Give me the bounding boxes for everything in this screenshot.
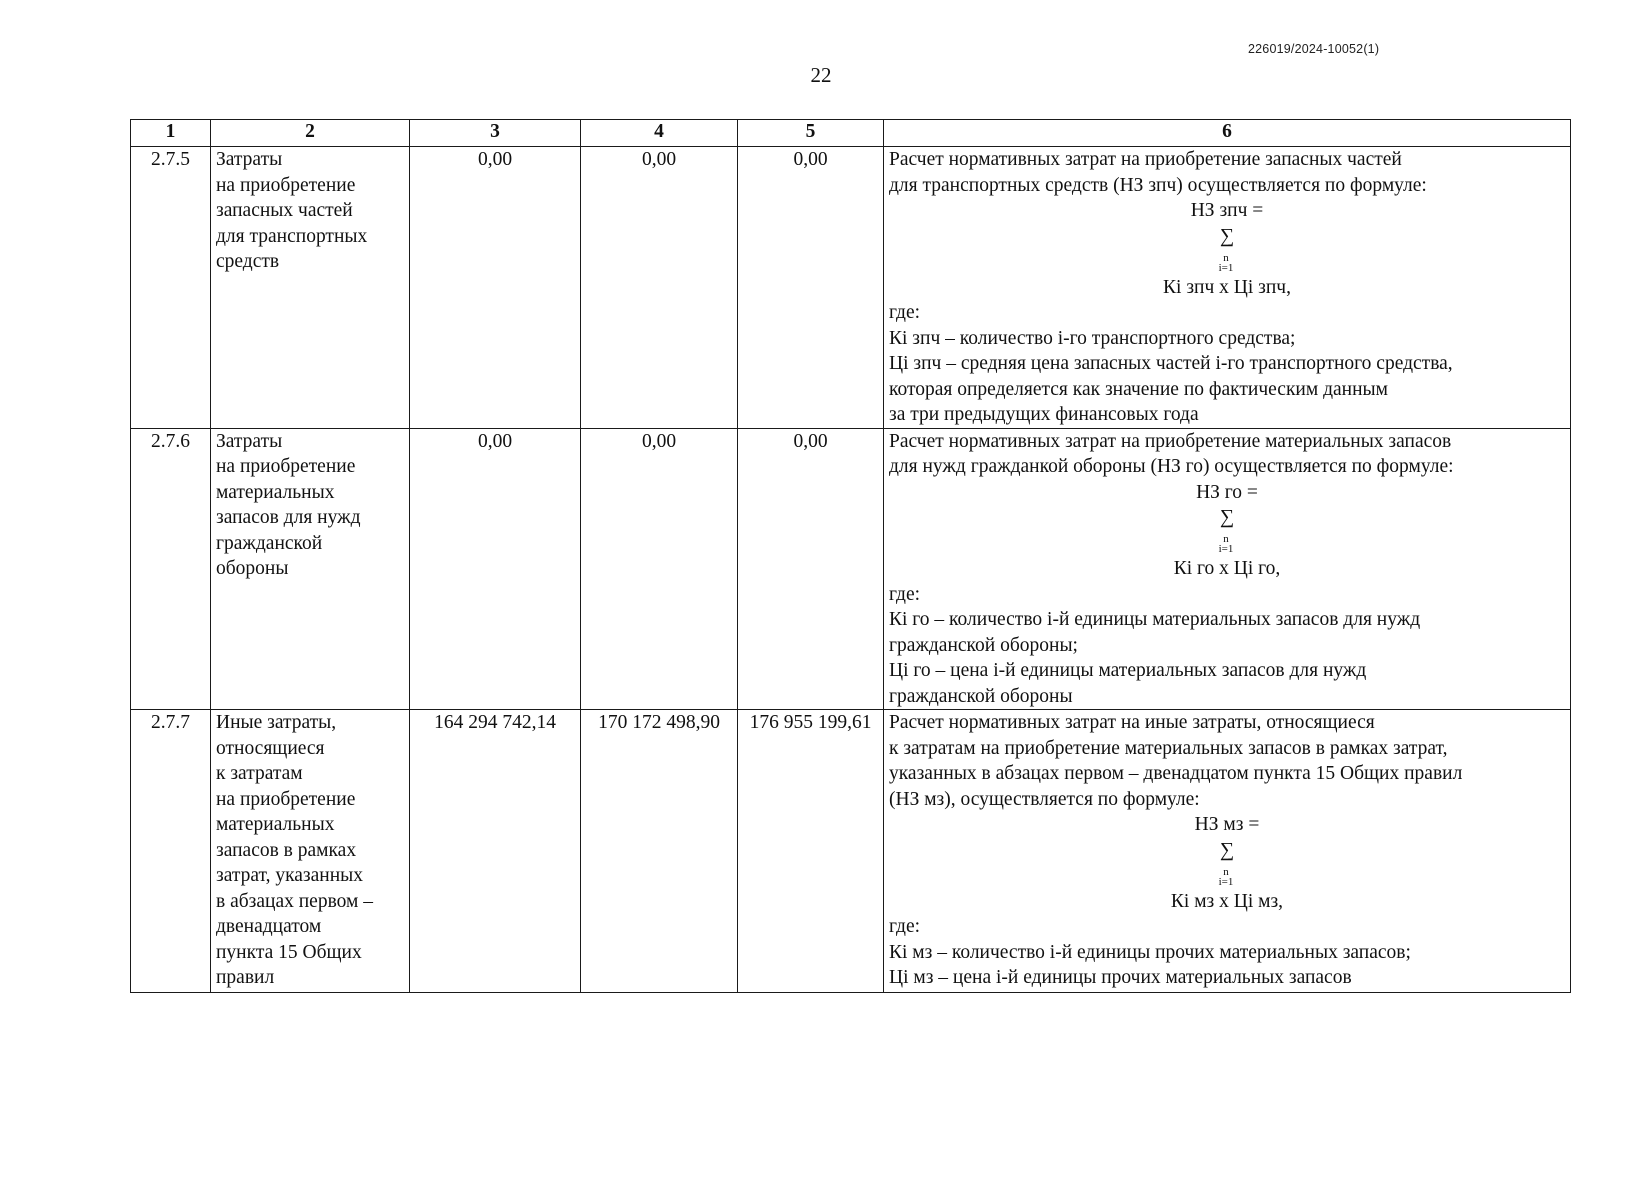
calculation-description	[884, 428, 1571, 710]
row-code: 2.7.7	[131, 710, 211, 993]
description-line: указанных в абзацах первом – двенадцатом пункта 15 Общих правил	[889, 763, 1463, 784]
cost-name-line: гражданской	[216, 532, 323, 554]
description-line: для нужд гражданкой обороны (НЗ го) осуществляется по формуле:	[889, 456, 1454, 477]
cost-name-line: относящиеся	[216, 737, 325, 759]
cost-name-line: запасов в рамках	[216, 839, 357, 861]
description-line: к затратам на приобретение материальных запасов в рамках затрат,	[889, 737, 1448, 759]
sum-limits	[1219, 534, 1234, 554]
description-line: гражданской обороны;	[889, 634, 1078, 656]
cost-name-line: на приобретение	[216, 456, 356, 477]
sum-limits	[1219, 253, 1234, 273]
sum-symbol: ∑	[1219, 224, 1235, 247]
formula	[889, 198, 1565, 300]
cost-name-line: на приобретение	[216, 174, 356, 196]
cost-name-line: обороны	[216, 558, 289, 579]
cost-name-line: запасов для нужд	[216, 507, 361, 528]
row-code: 2.7.6	[131, 428, 211, 710]
cost-name	[211, 147, 410, 429]
formula-right: Кi зпч х Цi зпч,	[1163, 276, 1291, 298]
sum-upper-limit: n	[1223, 865, 1229, 878]
cost-name-line: материальных	[216, 481, 335, 503]
column-header: 2	[211, 120, 410, 147]
column-header: 3	[410, 120, 581, 147]
description-line: для транспортных средств (НЗ зпч) осуществляется по формуле:	[889, 174, 1427, 196]
column-header: 5	[738, 120, 884, 147]
table-row	[131, 147, 1571, 429]
cost-name-line: пункта 15 Общих	[216, 941, 362, 963]
sum-upper-limit: n	[1223, 251, 1229, 264]
sum-symbol: ∑	[1219, 506, 1235, 528]
cost-name	[211, 710, 410, 993]
description-line: гражданской обороны	[889, 685, 1073, 707]
cost-name-line: запасных частей	[216, 200, 353, 221]
value-col4: 0,00	[581, 428, 738, 710]
cost-table	[130, 119, 1571, 993]
formula-right: Кi го х Цi го,	[1173, 558, 1281, 579]
formula	[889, 812, 1565, 914]
header-row	[131, 120, 1571, 147]
table-row	[131, 428, 1571, 710]
column-header: 6	[884, 120, 1571, 147]
document-number: 226019/2024-10052(1)	[1248, 42, 1380, 56]
sum-lower-limit: i=1	[1218, 261, 1234, 274]
value-col3: 0,00	[410, 428, 581, 710]
sum-limits	[1219, 867, 1234, 887]
cost-name-line: в абзацах первом –	[216, 890, 373, 912]
calculation-description	[884, 147, 1571, 429]
description-line: где:	[889, 302, 921, 323]
cost-name-line: материальных	[216, 814, 335, 835]
cost-name-line: Затраты	[216, 430, 283, 452]
sum-symbol: ∑	[1219, 838, 1235, 861]
formula-left: НЗ го =	[1196, 481, 1258, 503]
value-col3: 0,00	[410, 147, 581, 429]
column-header: 1	[131, 120, 211, 147]
description-line: Цi го – цена i-й единицы материальных запасов для нужд	[889, 660, 1367, 681]
cost-name	[211, 428, 410, 710]
column-header: 4	[581, 120, 738, 147]
description-line: Цi зпч – средняя цена запасных частей i-го транспортного средства,	[889, 353, 1453, 374]
description-line: за три предыдущих финансовых года	[889, 404, 1199, 425]
cost-name-line: средств	[216, 251, 280, 272]
cost-name-line: двенадцатом	[216, 916, 322, 937]
value-col5: 0,00	[738, 428, 884, 710]
value-col5: 0,00	[738, 147, 884, 429]
description-line: где:	[889, 583, 921, 605]
description-line: (НЗ мз), осуществляется по формуле:	[889, 788, 1200, 810]
description-line: Расчет нормативных затрат на иные затраты, относящиеся	[889, 712, 1375, 733]
value-col3: 164 294 742,14	[410, 710, 581, 993]
description-line: Цi мз – цена i-й единицы прочих материальных запасов	[889, 967, 1352, 988]
cost-name-line: Затраты	[216, 149, 283, 170]
calculation-description	[884, 710, 1571, 993]
cost-name-line: затрат, указанных	[216, 865, 363, 886]
formula-right: Кi мз х Цi мз,	[1170, 890, 1284, 912]
description-line: Расчет нормативных затрат на приобретение запасных частей	[889, 149, 1402, 170]
page-number: 22	[810, 63, 832, 87]
description-line: где:	[889, 916, 921, 937]
value-col4: 170 172 498,90	[581, 710, 738, 993]
cost-name-line: к затратам	[216, 763, 303, 784]
table-row	[131, 710, 1571, 993]
sum-lower-limit: i=1	[1218, 875, 1234, 888]
cost-name-line: на приобретение	[216, 788, 356, 810]
formula-left: НЗ зпч =	[1190, 200, 1264, 221]
value-col4: 0,00	[581, 147, 738, 429]
cost-name-line: правил	[216, 967, 275, 988]
sum-lower-limit: i=1	[1218, 543, 1234, 556]
description-line: Кi го – количество i-й единицы материальных запасов для нужд	[889, 609, 1421, 630]
cost-name-line: для транспортных	[216, 225, 368, 247]
cost-name-line: Иные затраты,	[216, 712, 337, 733]
sum-upper-limit: n	[1223, 533, 1229, 546]
formula	[889, 480, 1565, 582]
value-col5: 176 955 199,61	[738, 710, 884, 993]
row-code: 2.7.5	[131, 147, 211, 429]
description-line: Кi мз – количество i-й единицы прочих материальных запасов;	[889, 941, 1411, 963]
description-line: которая определяется как значение по фактическим данным	[889, 378, 1388, 400]
description-line: Кi зпч – количество i-го транспортного средства;	[889, 327, 1296, 349]
description-line: Расчет нормативных затрат на приобретение материальных запасов	[889, 430, 1452, 452]
formula-left: НЗ мз =	[1194, 814, 1260, 835]
